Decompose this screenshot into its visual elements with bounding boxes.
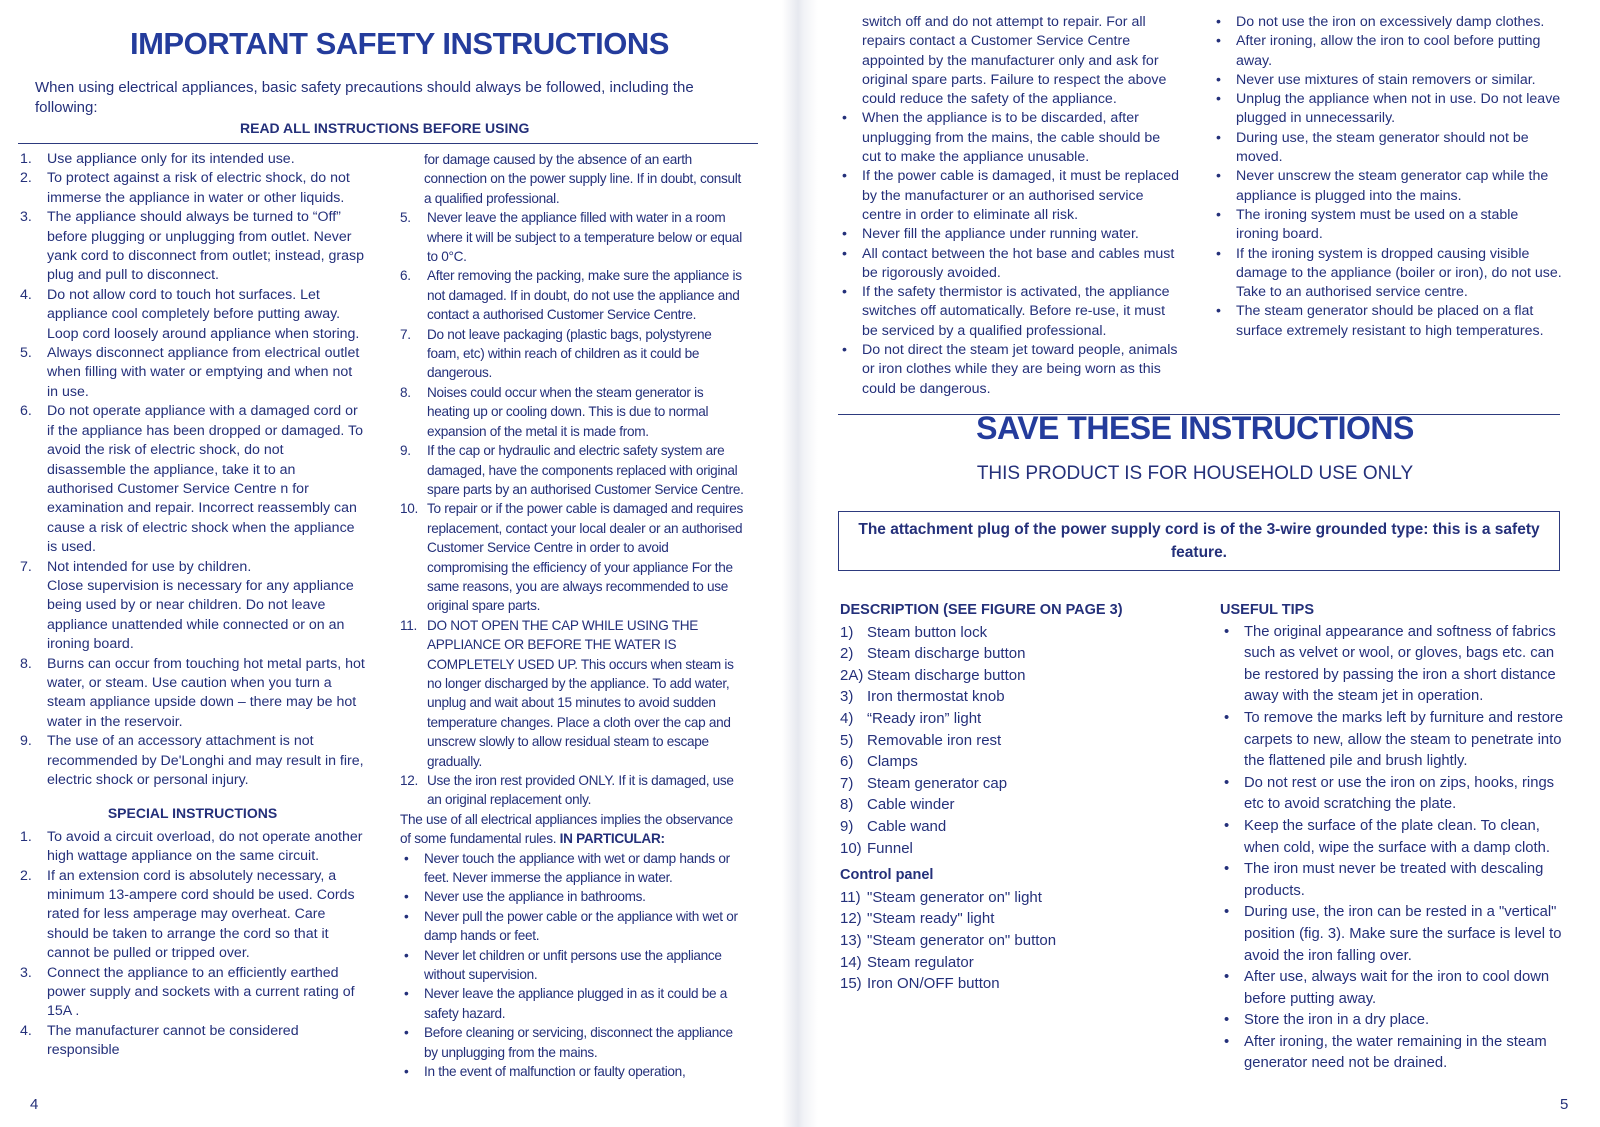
continued-instruction-text: Do not leave packaging (plastic bags, polystyrene foam, etc) within reach of children as it could be dangerous. (427, 326, 712, 381)
column-continued-instructions (400, 150, 745, 1082)
special-instruction-text: Connect the appliance to an efficiently earthed power supply and sockets with a current rating of 15A . (47, 964, 355, 1020)
general-instruction-number: 8. (20, 655, 32, 672)
safety-bullet-item: • When the appliance is to be discarded, after unplugging from the mains, the cable should be cut to make the appliance unusable. (838, 109, 1182, 167)
general-instruction-number: 6. (20, 403, 32, 420)
general-instruction-item (20, 344, 365, 402)
continued-instruction-item (400, 616, 745, 771)
control-panel-text: "Steam generator on" light (867, 888, 1042, 906)
continued-text: for damage caused by the absence of an earth connection on the power supply line. If in doubt, consult a qualified professional. (424, 152, 741, 206)
household-notice: THIS PRODUCT IS FOR HOUSEHOLD USE ONLY (976, 463, 1414, 484)
part-text: Steam discharge button (867, 645, 1026, 663)
part-text: Funnel (867, 839, 913, 857)
part-item (840, 643, 1170, 665)
useful-tip-item: • Do not rest or use the iron on zips, hooks, rings etc to avoid scratching the plate. (1220, 773, 1572, 816)
column-general-instructions (20, 150, 365, 1061)
useful-tip-item: • Keep the surface of the plate clean. To clean, when cold, wipe the surface with a damp cloth. (1220, 816, 1572, 859)
control-panel-item (840, 973, 1170, 995)
useful-tip-item: • During use, the iron can be rested in a "vertical" position (fig. 3). Make sure the surface is level to avoid the iron falling over. (1220, 902, 1572, 967)
usage-caution-item: • Never unscrew the steam generator cap while the appliance is plugged into the mains. (1212, 167, 1564, 206)
safety-bullets-list (838, 109, 1182, 398)
page-number-left: 4 (30, 1096, 39, 1113)
control-panel-text: Iron ON/OFF button (867, 975, 1000, 993)
part-item (840, 665, 1170, 687)
general-instruction-item (20, 208, 365, 286)
part-text: “Ready iron” light (867, 709, 982, 727)
general-instruction-text: The use of an accessory attachment is not recommended by De'Longhi and may result in fire, electric shock or personal injury. (47, 733, 364, 788)
continued-instruction-text: To repair or if the power cable is damaged and requires replacement, contact your local dealer or an authorised Customer Service Centre in order to avoid compromising the efficiency of your appliance For the same reasons, you are always recommended to use original spare parts. (427, 501, 743, 614)
part-item (840, 816, 1170, 838)
plug-safety-text: The attachment plug of the power supply cord is of the 3-wire grounded type: this is a safety feature. (858, 521, 1540, 561)
continued-instruction-text: Noises could occur when the steam generator is heating up or cooling down. This is due to normal expansion of the metal it is made from. (427, 384, 709, 439)
control-panel-heading: Control panel (840, 867, 934, 884)
part-number: 10) (840, 839, 862, 857)
safety-continued-text: switch off and do not attempt to repair. For all repairs contact a Customer Service Centre appointed by the manufacturer only and ask for original spare parts. Failure to respect the above could reduce the safety of the appliance. (862, 14, 1167, 108)
continued-instruction-number: 11. (400, 617, 417, 633)
continued-instruction-number: 9. (400, 443, 411, 459)
part-number: 3) (840, 688, 854, 706)
save-instructions-title: SAVE THESE INSTRUCTIONS (976, 410, 1414, 446)
general-instruction-number: 2. (20, 170, 32, 187)
intro-text: When using electrical appliances, basic safety precautions should always be followed, including the following: (35, 79, 694, 116)
control-panel-number: 13) (840, 931, 862, 949)
useful-tips-list (1220, 622, 1572, 1075)
special-instruction-item (20, 964, 365, 1022)
control-panel-text: Steam regulator (867, 953, 974, 971)
useful-tip-item: • To remove the marks left by furniture and restore carpets to new, allow the steam to penetrate into the flattened pile and brush lightly. (1220, 708, 1572, 773)
particular-rule-item: • In the event of malfunction or faulty operation, (400, 1062, 745, 1081)
part-number: 4) (840, 709, 854, 727)
general-instruction-item (20, 558, 365, 655)
control-panel-number: 15) (840, 975, 862, 993)
part-item (840, 730, 1170, 752)
usage-caution-item: • During use, the steam generator should not be moved. (1212, 129, 1564, 168)
usage-caution-item: • After ironing, allow the iron to cool before putting away. (1212, 32, 1564, 71)
general-instructions-list (20, 150, 365, 790)
part-text: Iron thermostat knob (867, 688, 1005, 706)
particular-rule-item: • Never pull the power cable or the appliance with wet or damp hands or feet. (400, 907, 745, 946)
general-instruction-number: 3. (20, 209, 32, 226)
useful-tip-item: • After ironing, the water remaining in the steam generator need not be drained. (1220, 1032, 1572, 1075)
special-instruction-number: 3. (20, 964, 32, 981)
special-instruction-text: The manufacturer cannot be considered responsible (47, 1022, 299, 1059)
special-instructions-heading: SPECIAL INSTRUCTIONS (107, 805, 278, 822)
part-number: 1) (840, 623, 854, 641)
part-item (840, 751, 1170, 773)
continued-instruction-item (400, 325, 745, 383)
part-number: 7) (840, 774, 854, 792)
continued-instruction-item (400, 499, 745, 615)
useful-tip-item: • The iron must never be treated with descaling products. (1220, 859, 1572, 902)
continued-instruction-item (400, 441, 745, 499)
part-text: Removable iron rest (867, 731, 1002, 749)
general-instruction-item (20, 655, 365, 733)
continued-instructions-list (400, 208, 745, 810)
special-instruction-number: 2. (20, 867, 32, 884)
particular-paragraph (400, 810, 745, 849)
continued-instruction-number: 6. (400, 268, 411, 284)
special-instruction-text: To avoid a circuit overload, do not operate another high wattage appliance on the same circuit. (47, 828, 363, 865)
part-number: 9) (840, 817, 854, 835)
special-instruction-number: 1. (20, 828, 32, 845)
continued-instruction-item (400, 771, 745, 810)
general-instruction-text: Always disconnect appliance from electrical outlet when filling with water or emptying and when not in use. (47, 345, 360, 400)
continued-instruction-item (400, 266, 745, 324)
special-instruction-item (20, 828, 365, 867)
general-instruction-text: Use appliance only for its intended use. (47, 151, 295, 167)
control-panel-item (840, 930, 1170, 952)
continued-instruction-text: If the cap or hydraulic and electric safety system are damaged, have the components replaced with original spare parts by an authorised Customer Service Centre. (427, 443, 744, 497)
special-instruction-number: 4. (20, 1022, 32, 1039)
general-instruction-number: 7. (20, 558, 32, 575)
control-panel-item (840, 908, 1170, 930)
part-number: 5) (840, 731, 854, 749)
general-instruction-number: 1. (20, 151, 32, 167)
usage-cautions-list (1212, 13, 1564, 341)
particular-rule-item: • Never use the appliance in bathrooms. (400, 887, 745, 906)
part-text: Steam generator cap (867, 774, 1008, 792)
part-item (840, 686, 1170, 708)
continued-instruction-text: Never leave the appliance filled with water in a room where it will be subject to a temperature below or equal to 0°C. (427, 210, 742, 265)
part-text: Clamps (867, 753, 918, 771)
particular-bold: IN PARTICULAR: (559, 831, 665, 847)
heading-rule (18, 143, 758, 144)
usage-caution-item: • Unplug the appliance when not in use. Do not leave plugged in unnecessarily. (1212, 90, 1564, 129)
control-panel-number: 11) (840, 888, 861, 906)
particular-rule-item: • Never let children or unfit persons use the appliance without supervision. (400, 946, 745, 985)
continued-instruction-text: DO NOT OPEN THE CAP WHILE USING THE APPLIANCE OR BEFORE THE WATER IS COMPLETELY USED UP. This occurs when steam is no longer discharged by the appliance. To add water, unplug and wait about 15 minutes to avoid sudden temperature changes. Place a cloth over the cap and unscrew slowly to allow residual steam to escape gradually. (427, 617, 734, 769)
column-safety-continued (838, 13, 1182, 399)
special-instruction-item (20, 867, 365, 964)
particular-rule-item: • Never leave the appliance plugged in as it could be a safety hazard. (400, 984, 745, 1023)
general-instruction-number: 9. (20, 733, 32, 750)
part-item (840, 838, 1170, 860)
useful-tip-item: • Store the iron in a dry place. (1220, 1010, 1572, 1032)
general-instruction-item (20, 732, 365, 790)
special-instruction-item (20, 1022, 365, 1061)
useful-tip-item: • The original appearance and softness of fabrics such as velvet or wool, or gloves, bags etc. can be restored by passing the iron a short distance away with the steam jet in operation. (1220, 622, 1572, 708)
page-title: IMPORTANT SAFETY INSTRUCTIONS (130, 26, 669, 61)
part-item (840, 622, 1170, 644)
part-number: 6) (840, 753, 854, 771)
part-text: Steam button lock (867, 623, 988, 641)
plug-safety-box (838, 511, 1560, 571)
useful-tip-item: • After use, always wait for the iron to cool down before putting away. (1220, 967, 1572, 1010)
control-panel-item (840, 952, 1170, 974)
part-text: Steam discharge button (867, 666, 1026, 684)
continued-instruction-number: 5. (400, 210, 411, 226)
usage-caution-item: • Do not use the iron on excessively damp clothes. (1212, 13, 1564, 32)
general-instruction-item (20, 150, 365, 169)
control-panel-item (840, 887, 1170, 909)
page-gutter (782, 0, 818, 1127)
control-panel-number: 14) (840, 953, 862, 971)
useful-tips-heading: USEFUL TIPS (1220, 602, 1314, 618)
general-instruction-text: The appliance should always be turned to “Off” before plugging or unplugging from outlet. Never yank cord to disconnect from outlet; instead, grasp plug and pull to disconnect. (47, 209, 365, 284)
continued-instruction-item (400, 208, 745, 266)
usage-caution-item: • The steam generator should be placed on a flat surface extremely resistant to high temperatures. (1212, 302, 1564, 341)
continued-instruction-number: 8. (400, 384, 411, 400)
general-instruction-item (20, 286, 365, 344)
general-instruction-text: Burns can occur from touching hot metal parts, hot water, or steam. Use caution when you turn a steam appliance upside down – there may be hot water in the reservoir. (47, 655, 365, 730)
control-panel-number: 12) (840, 910, 862, 928)
continued-instruction-number: 12. (400, 773, 418, 788)
safety-bullet-item: • If the power cable is damaged, it must be replaced by the manufacturer or an authorised service centre in order to eliminate all risk. (838, 167, 1182, 225)
safety-bullet-item: • Do not direct the steam jet toward people, animals or iron clothes while they are being worn as this could be dangerous. (838, 341, 1182, 399)
column-description (840, 600, 1170, 995)
safety-bullet-item: • Never fill the appliance under running water. (838, 225, 1182, 244)
safety-bullet-item: • If the safety thermistor is activated, the appliance switches off automatically. Before re-use, it must be serviced by a qualified professional. (838, 283, 1182, 341)
description-heading: DESCRIPTION (SEE FIGURE ON PAGE 3) (840, 602, 1123, 618)
safety-bullet-item: • All contact between the hot base and cables must be rigorously avoided. (838, 245, 1182, 284)
parts-list (840, 622, 1170, 860)
control-panel-text: "Steam ready" light (867, 910, 995, 928)
particular-rule-item: • Never touch the appliance with wet or damp hands or feet. Never immerse the appliance in water. (400, 849, 745, 888)
general-instruction-item (20, 169, 365, 208)
general-instruction-text: To protect against a risk of electric shock, do not immerse the appliance in water or other liquids. (47, 170, 350, 206)
read-all-heading: READ ALL INSTRUCTIONS BEFORE USING (240, 120, 530, 136)
continued-instruction-text: After removing the packing, make sure the appliance is not damaged. If in doubt, do not use the appliance and contact a authorised Customer Service Centre. (427, 268, 742, 323)
general-instruction-text: Do not allow cord to touch hot surfaces. Let appliance cool completely before putting away. Loop cord loosely around appliance when storing. (47, 286, 360, 342)
column-usage-cautions (1212, 13, 1564, 341)
part-text: Cable winder (867, 796, 955, 814)
continued-instruction-text: Use the iron rest provided ONLY. If it is damaged, use an original replacement only. (427, 773, 734, 808)
part-item (840, 794, 1170, 816)
special-instruction-text: If an extension cord is absolutely necessary, a minimum 13-ampere cord should be used. Cords rated for less amperage may overheat. Care should be taken to arrange the cord so that it cannot be pulled or tripped over. (47, 867, 355, 962)
part-number: 2) (840, 645, 854, 663)
column-useful-tips (1220, 600, 1572, 1075)
general-instruction-item (20, 402, 365, 557)
part-number: 8) (840, 796, 854, 814)
usage-caution-item: • Never use mixtures of stain removers or similar. (1212, 71, 1564, 90)
control-panel-list (840, 887, 1170, 995)
part-number: 2A) (840, 666, 864, 684)
usage-caution-item: • If the ironing system is dropped causing visible damage to the appliance (boiler or iron), do not use. Take to an authorised service centre. (1212, 245, 1564, 303)
particular-rule-item: • Before cleaning or servicing, disconnect the appliance by unplugging from the mains. (400, 1023, 745, 1062)
part-text: Cable wand (867, 817, 947, 835)
particular-text: The use of all electrical appliances implies the observance of some fundamental rules. (400, 811, 733, 847)
part-item (840, 773, 1170, 795)
continued-instruction-number: 7. (400, 326, 411, 342)
special-instructions-list (20, 828, 365, 1061)
general-instruction-number: 5. (20, 345, 32, 362)
general-instruction-number: 4. (20, 286, 32, 303)
control-panel-text: "Steam generator on" button (867, 931, 1057, 949)
continued-instruction-item (400, 383, 745, 441)
particular-rules-list (400, 849, 745, 1082)
usage-caution-item: • The ironing system must be used on a stable ironing board. (1212, 206, 1564, 245)
general-instruction-text: Do not operate appliance with a damaged cord or if the appliance has been dropped or damaged. To avoid the risk of electric shock, do not disassemble the appliance, take it to an authorised Customer Service Centre n for examination and repair. Incorrect reassembly can cause a risk of electric shock when the appliance is used. (47, 403, 364, 556)
continued-instruction-number: 10. (400, 501, 418, 517)
part-item (840, 708, 1170, 730)
page-number-right: 5 (1560, 1096, 1569, 1113)
general-instruction-text: Not intended for use by children. Close supervision is necessary for any appliance being used by or near children. Do not leave appliance unattended while connected or on an ironing board. (47, 558, 354, 653)
